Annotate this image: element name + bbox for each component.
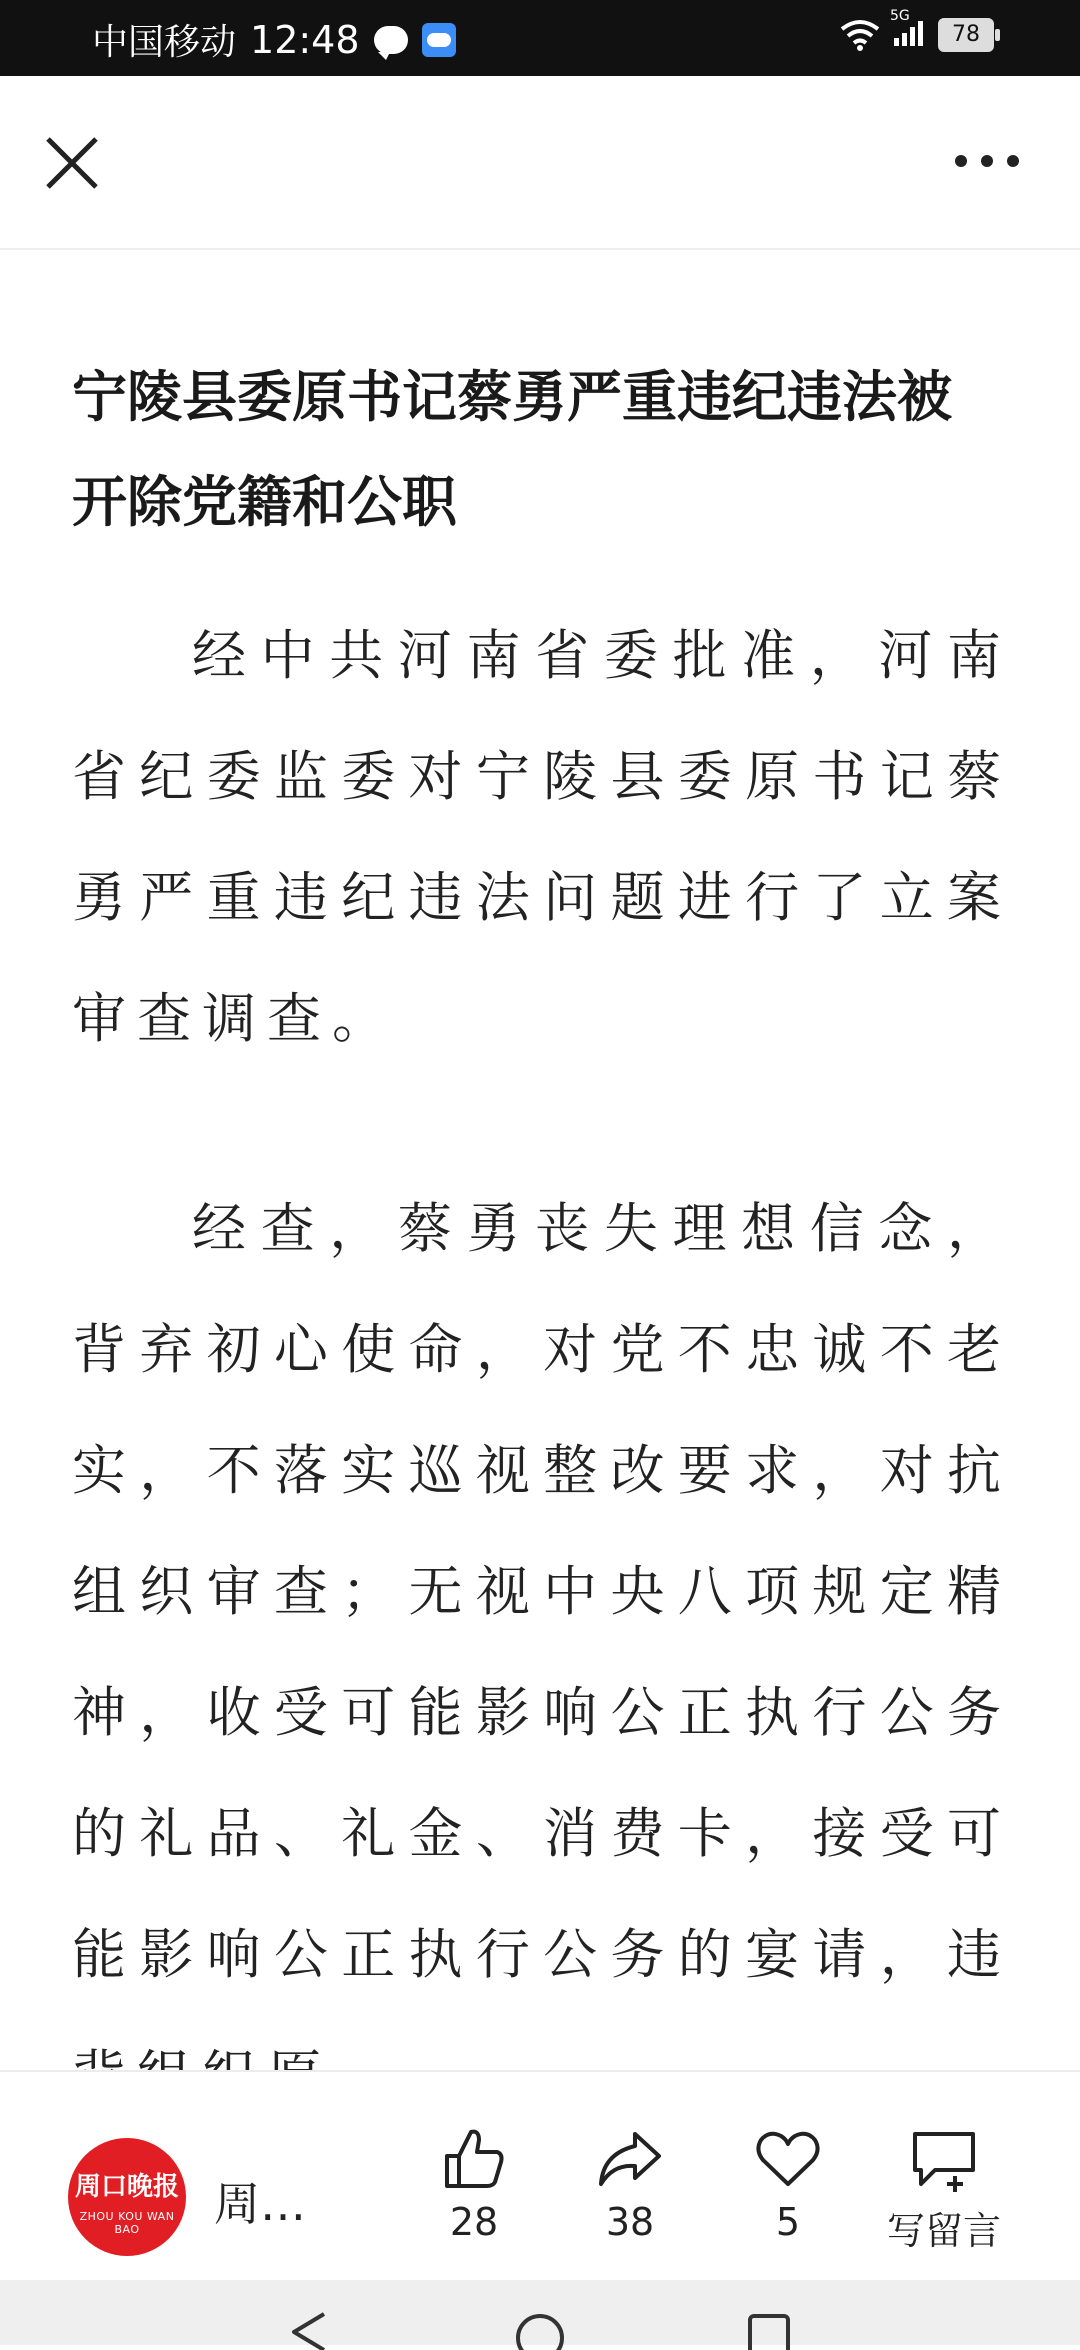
- favorite-button[interactable]: [728, 2124, 848, 2244]
- network-type: 5G: [890, 8, 910, 24]
- comment-add-icon: [907, 2124, 981, 2194]
- more-options-button[interactable]: [932, 146, 1042, 176]
- close-icon: [40, 131, 104, 195]
- source-name[interactable]: 周…: [214, 2177, 306, 2231]
- favorite-count: 5: [775, 2200, 801, 2244]
- weather-notification-icon: [422, 23, 456, 57]
- clock: 12:48: [250, 17, 360, 62]
- recents-icon[interactable]: [746, 2310, 792, 2350]
- battery-icon: 78: [938, 18, 994, 52]
- article-paragraph: 经查，蔡勇丧失理想信念，背弃初心使命，对党不忠诚不老实，不落实巡视整改要求，对抗组织审查；无视中央八项规定精神，收受可能影响公正执行公务的礼品、礼金、消费卡，接受可能影响公正执行公务的宴请，违: [72, 1197, 1012, 1986]
- write-comment-button[interactable]: [884, 2124, 1004, 2255]
- share-arrow-icon: [595, 2124, 665, 2194]
- back-icon[interactable]: [288, 2310, 332, 2350]
- wifi-icon: [840, 19, 880, 51]
- more-dot-icon: [1007, 155, 1019, 167]
- system-nav-bar: [0, 2280, 1080, 2345]
- header-bar: [0, 76, 1080, 250]
- close-button[interactable]: [40, 131, 104, 195]
- article-paragraph: 经中共河南省委批准，河南省纪委监委对宁陵县委原书记蔡勇严重违纪违法问题进行了立案审查调查。: [72, 624, 1012, 1050]
- logo-subtext: ZHOU KOU WAN BAO: [79, 2210, 175, 2236]
- status-bar: [0, 0, 1080, 76]
- share-count: 38: [605, 2200, 655, 2244]
- source-logo[interactable]: [68, 2138, 186, 2256]
- article-title: 宁陵县委原书记蔡勇严重违纪违法被开除党籍和公职: [72, 365, 953, 534]
- more-dot-icon: [955, 155, 967, 167]
- home-icon[interactable]: [514, 2310, 566, 2350]
- thumbs-up-icon: [439, 2124, 509, 2194]
- article-content[interactable]: [0, 250, 1080, 2070]
- heart-icon: [753, 2124, 823, 2194]
- logo-text: 周口晚报: [74, 2172, 179, 2202]
- share-button[interactable]: [570, 2124, 690, 2244]
- carrier-label: 中国移动: [92, 22, 237, 63]
- more-dot-icon: [981, 155, 993, 167]
- signal-icon: [890, 8, 926, 52]
- wechat-notification-icon: [374, 26, 408, 54]
- like-button[interactable]: [414, 2124, 534, 2244]
- status-left: [92, 14, 456, 65]
- article-action-bar: [0, 2070, 1080, 2282]
- like-count: 28: [449, 2200, 499, 2244]
- comment-label: 写留言: [886, 2209, 1001, 2253]
- status-right: [840, 8, 994, 52]
